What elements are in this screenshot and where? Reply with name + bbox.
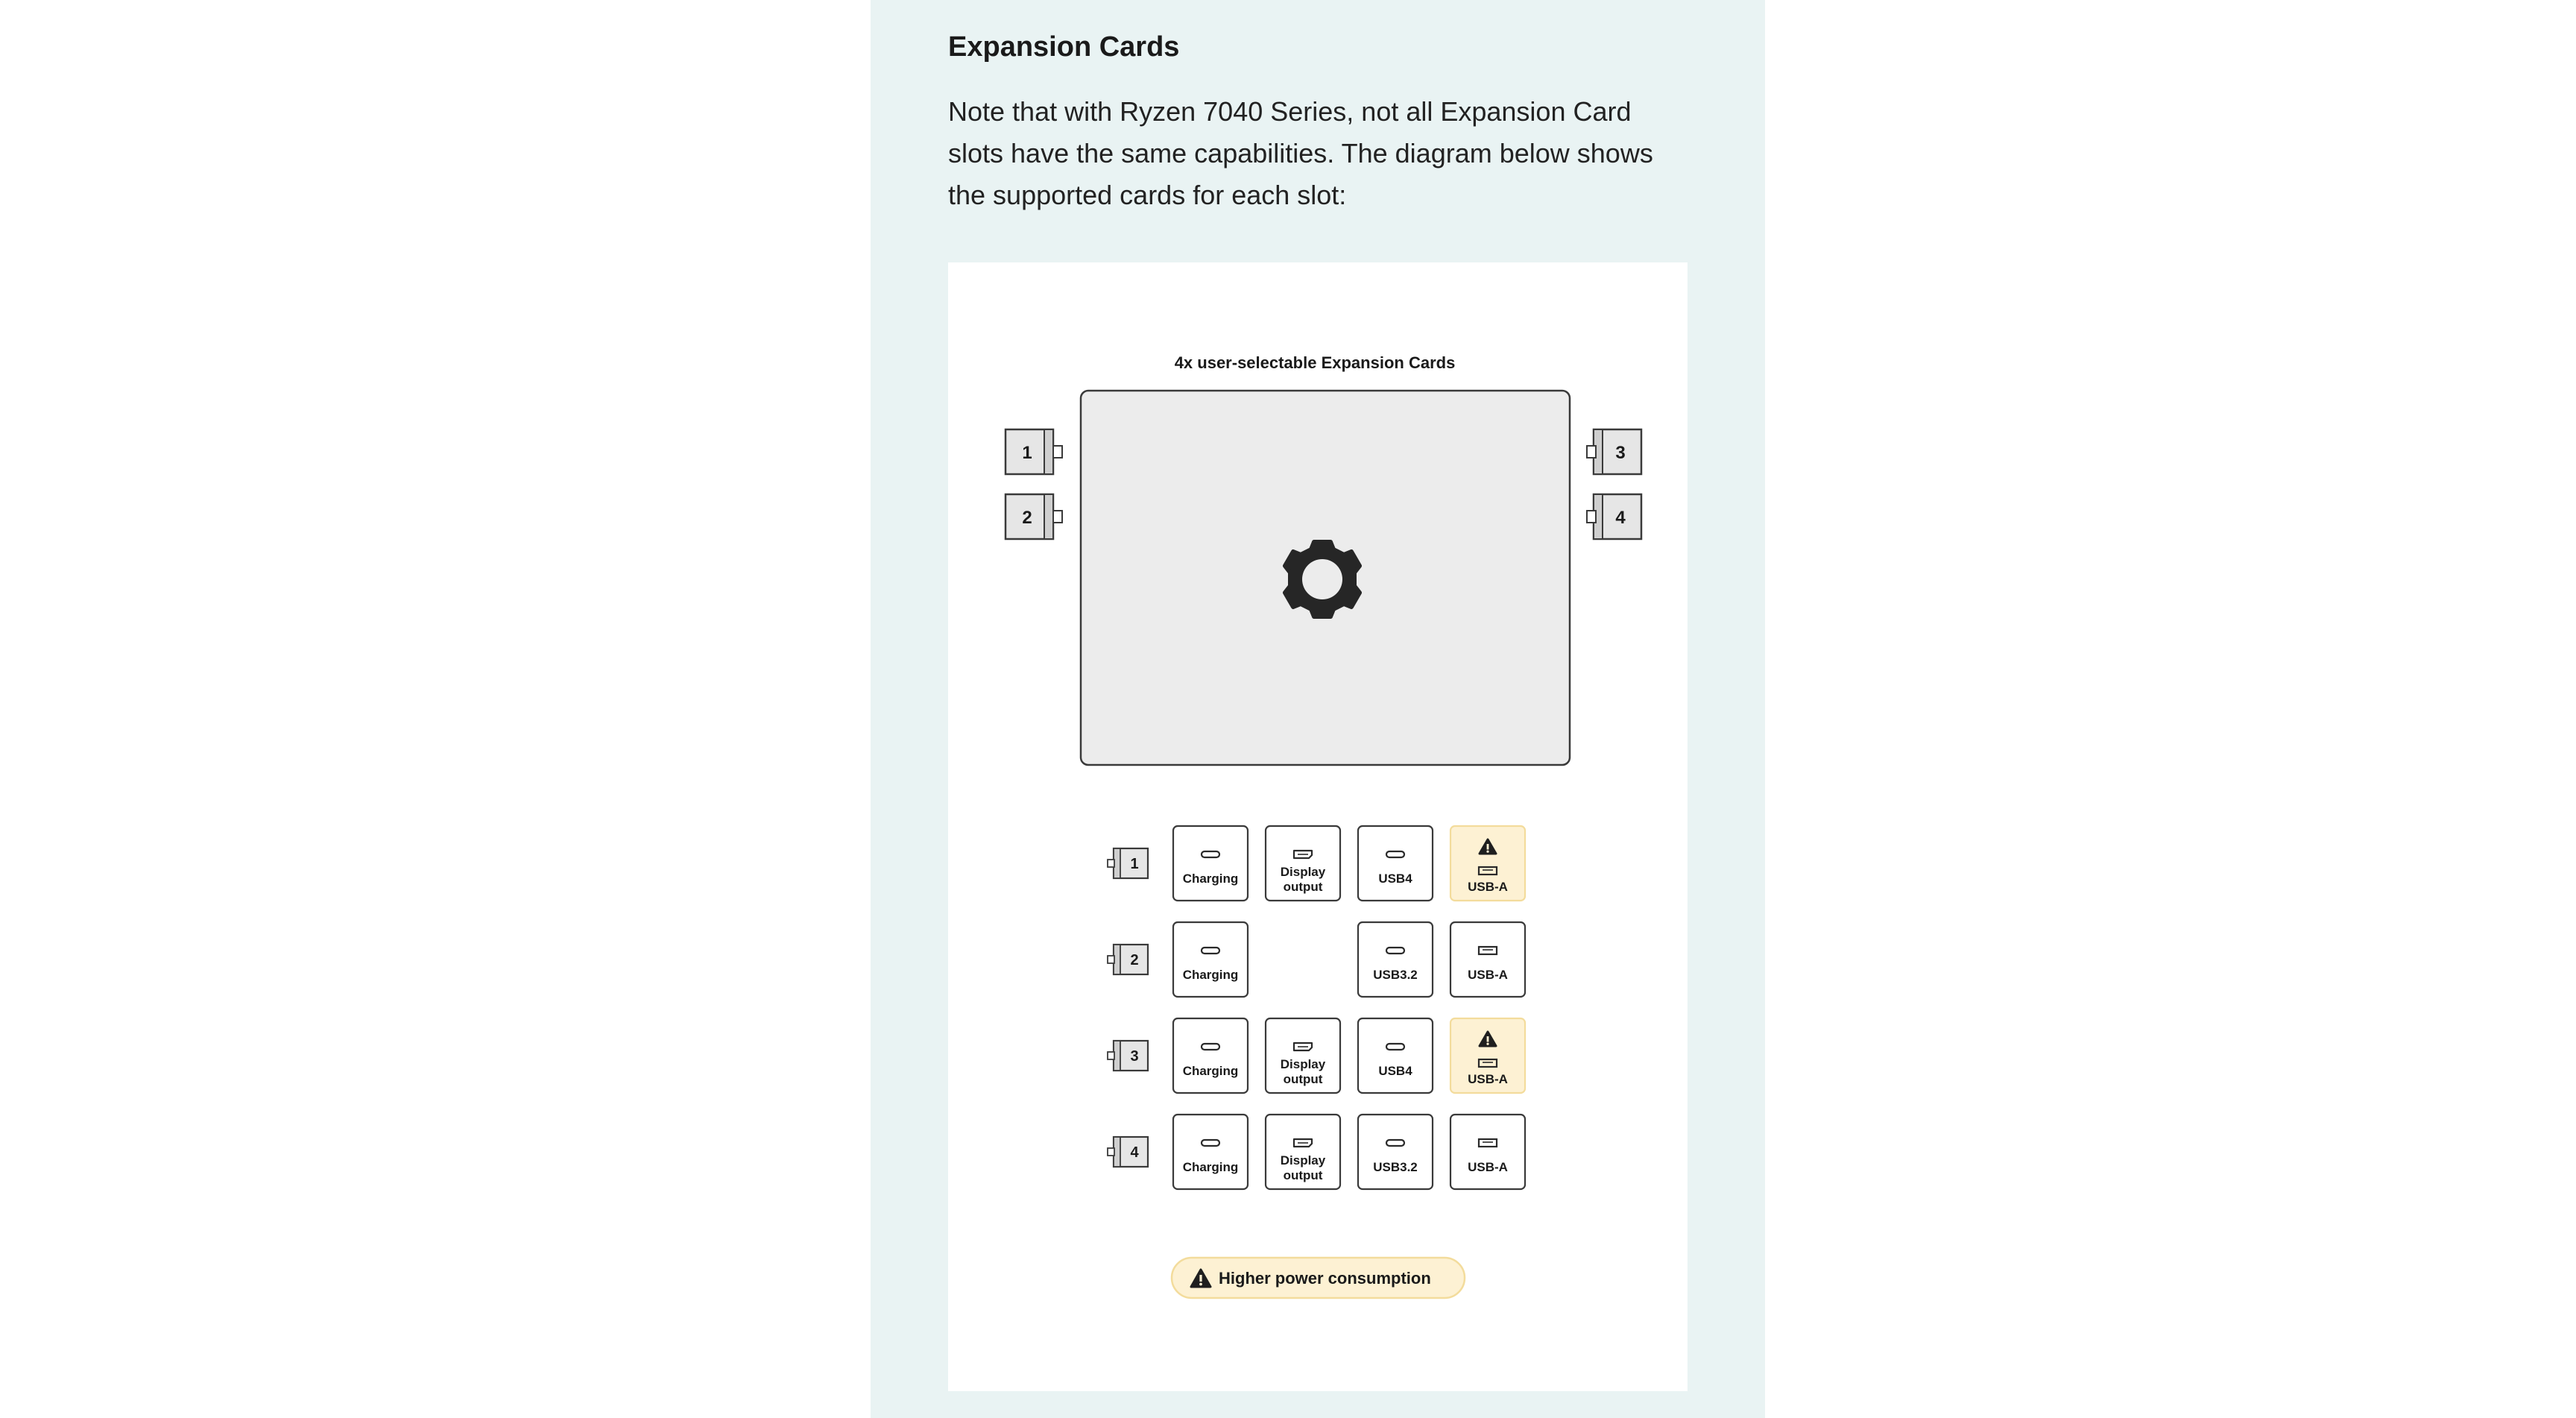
legend	[1172, 1258, 1465, 1298]
card-label: USB4	[1378, 1064, 1412, 1078]
legend-label: Higher power consumption	[1219, 1269, 1431, 1288]
card-label: USB3.2	[1373, 1160, 1418, 1174]
expansion-card	[1358, 1115, 1433, 1189]
slot-row	[1108, 826, 1525, 901]
laptop-slot-2	[1006, 494, 1062, 539]
slot-row	[1108, 922, 1525, 997]
expansion-card	[1266, 1115, 1340, 1189]
slot-row-label: 1	[1130, 856, 1139, 872]
expansion-card	[1173, 1018, 1248, 1093]
section-heading: Expansion Cards	[948, 31, 1180, 63]
expansion-card	[1173, 1115, 1248, 1189]
card-label: USB-A	[1468, 1160, 1508, 1174]
expansion-card	[1266, 1018, 1340, 1093]
expansion-card	[1450, 826, 1525, 901]
expansion-card	[1173, 922, 1248, 997]
card-label: USB-A	[1468, 968, 1508, 982]
expansion-card	[1266, 826, 1340, 901]
diagram-card	[948, 262, 1688, 1391]
slot-icon-1	[1108, 848, 1148, 878]
card-label: Charging	[1182, 1160, 1239, 1174]
expansion-card	[1173, 826, 1248, 901]
laptop-slot-3	[1587, 429, 1641, 474]
laptop-slot-label: 3	[1615, 443, 1626, 463]
expansion-card	[1358, 922, 1433, 997]
expansion-card	[1358, 826, 1433, 901]
slot-row-label: 2	[1130, 952, 1139, 968]
card-label-line2: output	[1283, 1168, 1323, 1182]
laptop-slot-1	[1006, 429, 1062, 474]
laptop-slot-label: 1	[1022, 443, 1032, 463]
card-label: Charging	[1182, 1064, 1239, 1078]
card-label: USB-A	[1468, 880, 1508, 894]
card-label-line2: output	[1283, 880, 1323, 894]
slot-row-label: 4	[1130, 1144, 1139, 1161]
expansion-card-diagram	[948, 262, 1688, 1391]
slot-row	[1108, 1115, 1525, 1189]
card-label: Display	[1280, 1057, 1326, 1071]
card-grid	[1108, 826, 1525, 1189]
expansion-card	[1450, 1115, 1525, 1189]
expansion-card	[1450, 1018, 1525, 1093]
diagram-title: 4x user-selectable Expansion Cards	[1174, 353, 1456, 372]
section-note: Note that with Ryzen 7040 Series, not all Expansion Card slots have the same capabilities. The diagram below shows the supported cards for each slot:	[948, 96, 1653, 210]
card-label-line2: output	[1283, 1072, 1323, 1086]
card-label: USB3.2	[1373, 968, 1418, 982]
card-label: USB-A	[1468, 1072, 1508, 1086]
card-label: Charging	[1182, 872, 1239, 886]
expansion-card	[1450, 922, 1525, 997]
card-label: Display	[1280, 865, 1326, 879]
expansion-card	[1358, 1018, 1433, 1093]
card-label: USB4	[1378, 872, 1412, 886]
slot-icon-3	[1108, 1041, 1148, 1071]
card-label: Display	[1280, 1153, 1326, 1168]
card-label: Charging	[1182, 968, 1239, 982]
laptop-slot-label: 4	[1615, 508, 1626, 528]
slot-row	[1108, 1018, 1525, 1093]
slot-row-label: 3	[1130, 1048, 1139, 1065]
laptop-slot-4	[1587, 494, 1641, 539]
laptop-slot-label: 2	[1022, 508, 1032, 528]
slot-icon-2	[1108, 945, 1148, 974]
gear-logo-icon	[1285, 542, 1360, 617]
slot-icon-4	[1108, 1137, 1148, 1167]
